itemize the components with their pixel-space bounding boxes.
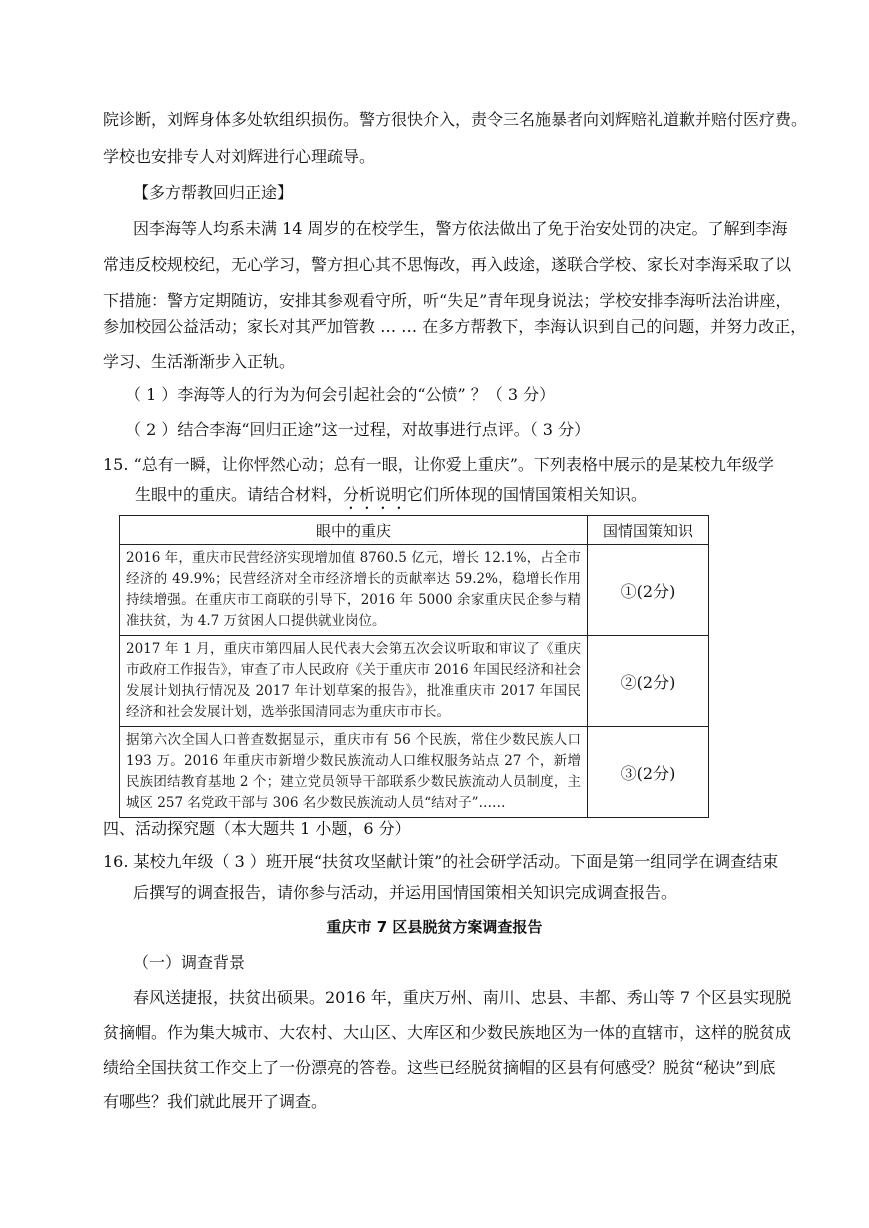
section-4-heading: 四、活动探究题（本大题共 1 小题，6 分）	[103, 819, 411, 838]
table-cell-answer: ①(2分)	[588, 545, 709, 636]
q15-text-c: 它们所体现的国情国策相关知识。	[407, 485, 648, 504]
question-2: （ 2 ）结合李海“回归正途”这一过程，对故事进行点评。（ 3 分）	[125, 420, 591, 439]
q15-emphasis: 分析说明	[343, 485, 408, 504]
table-header-material: 眼中的重庆	[120, 516, 588, 545]
question-15-line1: 15. “总有一瞬，让你怦然心动；总有一眼，让你爱上重庆”。下列表格中展示的是某校九年级学	[103, 455, 774, 474]
paragraph-line: 因李海等人均系未满 14 周岁的在校学生，警方依法做出了免于治安处罚的决定。了解到李海	[133, 219, 788, 238]
paragraph-line: 绩给全国扶贫工作交上了一份漂亮的答卷。这些已经脱贫摘帽的区县有何感受？脱贫“秘诀”到底	[103, 1058, 776, 1077]
table-row	[120, 545, 709, 636]
table-row	[120, 636, 709, 727]
question-16-line1: 16. 某校九年级（ 3 ）班开展“扶贫攻坚献计策”的社会研学活动。下面是第一组同学在调查结束	[103, 852, 779, 871]
question-1: （ 1 ）李海等人的行为为何会引起社会的“公愤” ？（ 3 分）	[125, 385, 556, 404]
q15-text-a: 生眼中的重庆。请结合材料，	[135, 485, 344, 504]
paragraph-line: 院诊断，刘辉身体多处软组织损伤。警方很快介入，责令三名施暴者向刘辉赔礼道歉并赔付医疗费。	[103, 110, 808, 129]
table-cell-answer: ③(2分)	[588, 727, 709, 818]
paragraph-line: 学习、生活渐渐步入正轨。	[103, 352, 296, 371]
subsection-heading: （一）调查背景	[133, 953, 246, 972]
paragraph-line: 贫摘帽。作为集大城市、大农村、大山区、大库区和少数民族地区为一体的直辖市，这样的脱贫成	[103, 1023, 792, 1042]
paragraph-line: 参加校园公益活动；家长对其严加管教 … … 在多方帮教下，李海认识到自己的问题，并努力改正，	[103, 317, 807, 336]
paragraph-line: 学校也安排专人对刘辉进行心理疏导。	[103, 147, 376, 166]
report-title: 重庆市 7 区县脱贫方案调查报告	[326, 918, 543, 936]
table-cell-material: 据第六次全国人口普查数据显示，重庆市有 56 个民族，常住少数民族人口 193 万。2016 年重庆市新增少数民族流动人口维权服务站点 27 个，新增民族团结教育基地 2 个；建立党员领导干部联系少数民族流动人员制度，主城区 257 名党政干部与 306 名少数民族流动人员“结对子”……	[120, 727, 588, 818]
paragraph-line: 常违反校规校纪，无心学习，警方担心其不思悔改，再入歧途，遂联合学校、家长对李海采取了以	[103, 255, 792, 274]
table-row	[120, 727, 709, 818]
paragraph-line: 下措施：警方定期随访，安排其参观看守所，听“失足”青年现身说法；学校安排李海听法治讲座，	[103, 291, 792, 310]
table-cell-material: 2017 年 1 月，重庆市第四届人民代表大会第五次会议听取和审议了《重庆市政府工作报告》，审查了市人民政府《关于重庆市 2016 年国民经济和社会发展计划执行情况及 2017 年计划草案的报告》，批准重庆市 2017 年国民经济和社会发展计划，选举张国清同志为重庆市市长。	[120, 636, 588, 727]
table-header-knowledge: 国情国策知识	[588, 516, 709, 545]
chongqing-table	[119, 515, 709, 818]
table-cell-material: 2016 年，重庆市民营经济实现增加值 8760.5 亿元，增长 12.1%，占全市经济的 49.9%；民营经济对全市经济增长的贡献率达 59.2%，稳增长作用持续增强。在重庆市工商联的引导下，2016 年 5000 余家重庆民企参与精准扶贫，为 4.7 万贫困人口提供就业岗位。	[120, 545, 588, 636]
question-15-line2	[135, 484, 647, 513]
paragraph-line: 有哪些？我们就此展开了调查。	[103, 1092, 328, 1111]
paragraph-line: 春风送捷报，扶贫出硕果。2016 年，重庆万州、南川、忠县、丰都、秀山等 7 个区县实现脱	[133, 988, 792, 1007]
table-cell-answer: ②(2分)	[588, 636, 709, 727]
question-16-line2: 后撰写的调查报告，请你参与活动，并运用国情国策相关知识完成调查报告。	[133, 883, 678, 902]
section-heading: 【多方帮教回归正途】	[133, 183, 294, 202]
